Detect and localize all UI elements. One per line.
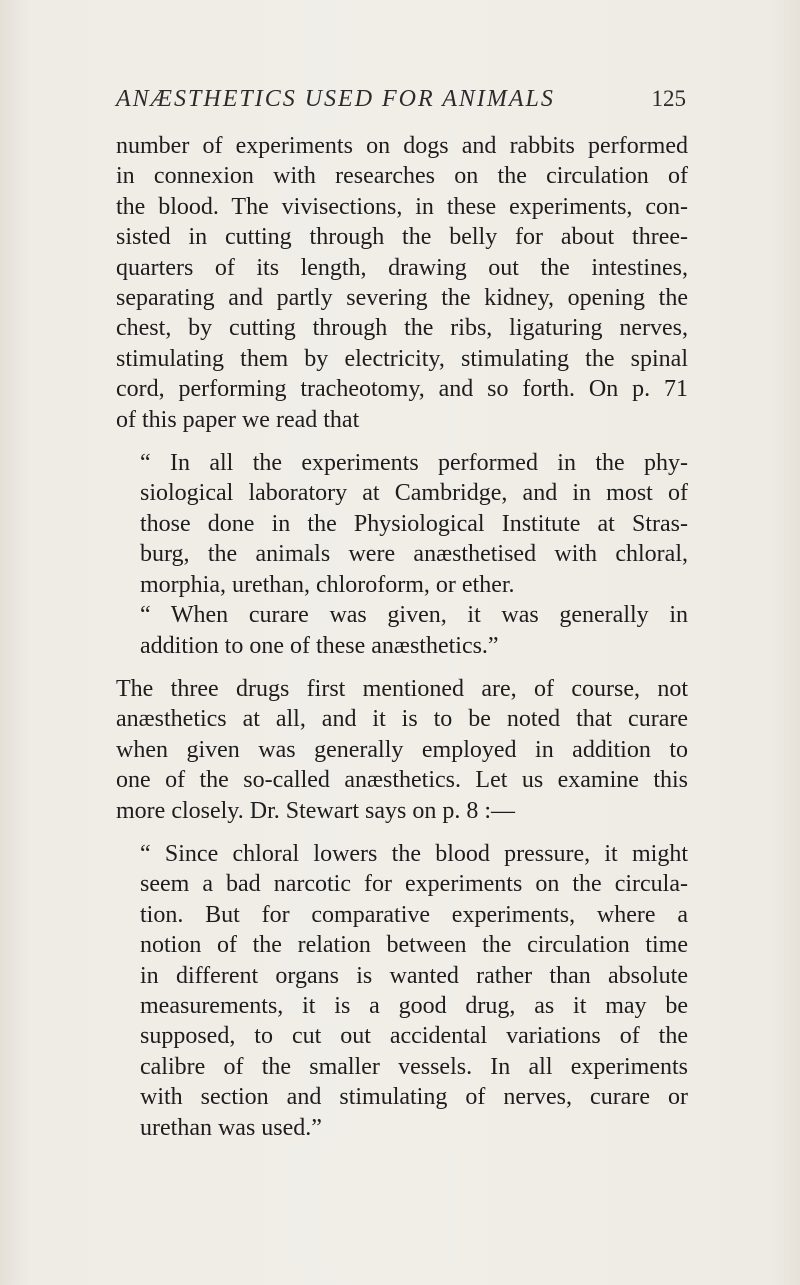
page-header	[116, 86, 686, 116]
block-quote	[116, 839, 688, 1143]
paragraph	[116, 674, 688, 826]
page-number: 125	[651, 86, 686, 111]
running-head: ANÆSTHETICS USED FOR ANIMALS	[116, 86, 555, 112]
quote-line: burg, the animals were anæsthetised with chloral,	[140, 541, 688, 568]
text-line: quarters of its length, drawing out the intestines,	[116, 254, 688, 281]
text-line: one of the so-called anæsthetics. Let us examine this	[116, 767, 688, 794]
paragraph	[116, 131, 688, 435]
quote-line: in different organs is wanted rather than absolute	[140, 962, 688, 989]
quote-line: measurements, it is a good drug, as it may be	[140, 992, 688, 1019]
text-line: when given was generally employed in addition to	[116, 736, 688, 763]
quote-line: “ When curare was given, it was generally in	[140, 602, 688, 629]
text-line: anæsthetics at all, and it is to be noted that curare	[116, 706, 688, 733]
paragraph-gap	[116, 826, 688, 839]
text-line: separating and partly severing the kidney, opening the	[116, 285, 688, 312]
text-line: of this paper we read that	[116, 406, 360, 433]
quote-line: siological laboratory at Cambridge, and in most of	[140, 480, 688, 507]
quote-line: notion of the relation between the circulation time	[140, 932, 688, 959]
text-line: chest, by cutting through the ribs, ligaturing nerves,	[116, 315, 688, 342]
text-line: sisted in cutting through the belly for about three-	[116, 224, 688, 251]
paragraph-gap	[116, 435, 688, 448]
quote-line: supposed, to cut out accidental variations of the	[140, 1023, 688, 1050]
quote-line: morphia, urethan, chloroform, or ether.	[140, 571, 515, 598]
quote-line: “ Since chloral lowers the blood pressure, it might	[140, 840, 688, 867]
body-text	[116, 131, 688, 1143]
paragraph-gap	[116, 661, 688, 674]
quote-line: urethan was used.”	[140, 1114, 322, 1141]
text-line: more closely. Dr. Stewart says on p. 8 :—	[116, 797, 516, 824]
text-line: the blood. The vivisections, in these experiments, con-	[116, 193, 688, 220]
text-line: cord, performing tracheotomy, and so forth. On p. 71	[116, 376, 688, 403]
text-line: in connexion with researches on the circulation of	[116, 163, 688, 190]
quote-line: tion. But for comparative experiments, where a	[140, 901, 688, 928]
quote-line: calibre of the smaller vessels. In all experiments	[140, 1053, 688, 1080]
quote-line: seem a bad narcotic for experiments on the circula-	[140, 871, 688, 898]
text-line: stimulating them by electricity, stimulating the spinal	[116, 345, 688, 372]
quote-line: addition to one of these anæsthetics.”	[140, 632, 499, 659]
quote-line: with section and stimulating of nerves, curare or	[140, 1084, 688, 1111]
quote-line: those done in the Physiological Institute at Stras-	[140, 510, 688, 537]
block-quote	[116, 448, 688, 661]
text-line: The three drugs first mentioned are, of course, not	[116, 675, 688, 702]
quote-line: “ In all the experiments performed in the phy-	[140, 450, 688, 477]
text-line: number of experiments on dogs and rabbits performed	[116, 133, 688, 159]
